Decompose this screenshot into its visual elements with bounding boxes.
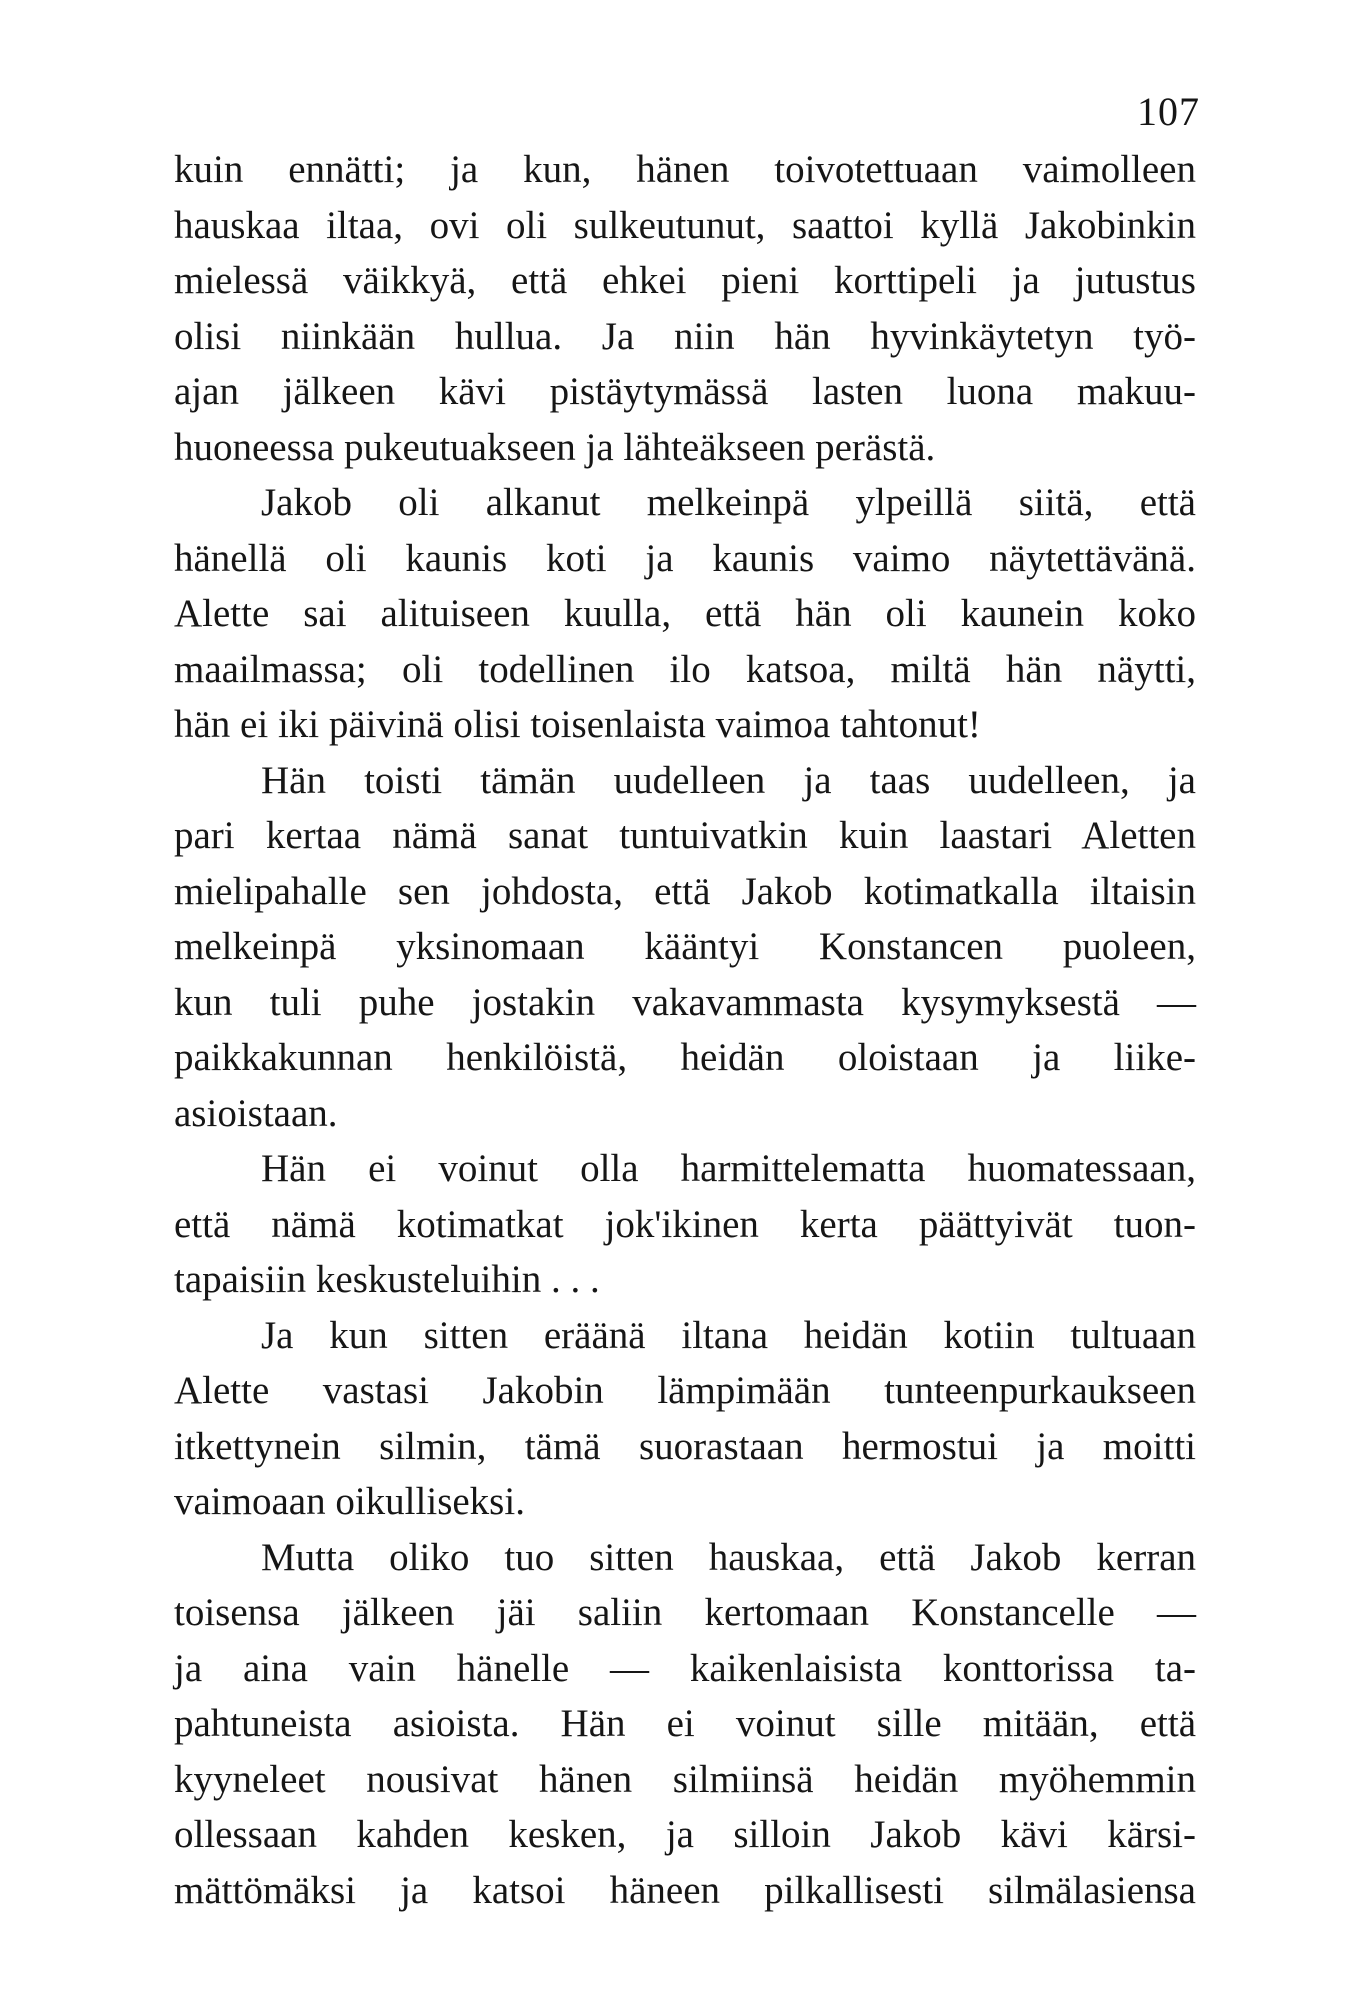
- text-line: pari kertaa nämä sanat tuntuivatkin kuin laastari Aletten: [174, 814, 1196, 857]
- text-line: Alette vastasi Jakobin lämpimään tunteenpurkaukseen: [174, 1369, 1196, 1412]
- paragraph-start-line: Hän ei voinut olla harmittelematta huomatessaan,: [261, 1147, 1196, 1190]
- text-line: pahtuneista asioista. Hän ei voinut sille mitään, että: [174, 1702, 1196, 1745]
- text-line: paikkakunnan henkilöistä, heidän oloistaan ja liike-: [174, 1036, 1196, 1079]
- text-line: hänellä oli kaunis koti ja kaunis vaimo näytettävänä.: [174, 536, 1196, 580]
- text-line: kuin ennätti; ja kun, hänen toivotettuaan vaimolleen: [174, 148, 1196, 191]
- text-line: melkeinpä yksinomaan kääntyi Konstancen puoleen,: [174, 925, 1196, 968]
- text-line: kyyneleet nousivat hänen silmiinsä heidän myöhemmin: [174, 1757, 1196, 1801]
- text-line: kun tuli puhe jostakin vakavammasta kysymyksestä —: [174, 980, 1196, 1024]
- text-line: ja aina vain hänelle — kaikenlaisista konttorissa ta-: [174, 1646, 1196, 1690]
- paragraph-start-line: Hän toisti tämän uudelleen ja taas uudelleen, ja: [261, 758, 1196, 802]
- text-line: maailmassa; oli todellinen ilo katsoa, miltä hän näytti,: [174, 647, 1196, 691]
- text-line: hän ei iki päivinä olisi toisenlaista vaimoa tahtonut!: [174, 703, 981, 746]
- text-line: itkettynein silmin, tämä suorastaan hermostui ja moitti: [174, 1424, 1196, 1468]
- text-line: olisi niinkään hullua. Ja niin hän hyvinkäytetyn työ-: [174, 314, 1196, 358]
- paragraph-start-line: Ja kun sitten eräänä iltana heidän kotiin tultuaan: [261, 1313, 1196, 1357]
- text-line: huoneessa pukeutuakseen ja lähteäkseen perästä.: [174, 425, 936, 469]
- paragraph-start-line: Mutta oliko tuo sitten hauskaa, että Jakob kerran: [261, 1535, 1196, 1579]
- text-line: että nämä kotimatkat jok'ikinen kerta päättyivät tuon-: [174, 1202, 1196, 1246]
- text-line: Alette sai alituiseen kuulla, että hän oli kaunein koko: [174, 592, 1196, 635]
- text-line: hauskaa iltaa, ovi oli sulkeutunut, saattoi kyllä Jakobinkin: [174, 203, 1196, 247]
- text-line: toisensa jälkeen jäi saliin kertomaan Konstancelle —: [174, 1591, 1196, 1634]
- text-line: mättömäksi ja katsoi häneen pilkallisesti silmälasiensa: [174, 1868, 1196, 1912]
- paragraph-start-line: Jakob oli alkanut melkeinpä ylpeillä siitä, että: [261, 481, 1196, 524]
- text-line: ajan jälkeen kävi pistäytymässä lasten luona makuu-: [174, 370, 1196, 413]
- text-line: asioistaan.: [174, 1091, 338, 1135]
- text-line: tapaisiin keskusteluihin . . .: [174, 1258, 600, 1301]
- page-number: 107: [1137, 89, 1200, 134]
- body-text: [174, 142, 1196, 1918]
- text-line: ollessaan kahden kesken, ja silloin Jakob kävi kärsi-: [174, 1813, 1196, 1856]
- text-line: vaimoaan oikulliseksi.: [174, 1480, 525, 1523]
- text-line: mielipahalle sen johdosta, että Jakob kotimatkalla iltaisin: [174, 869, 1196, 913]
- text-line: mielessä väikkyä, että ehkei pieni korttipeli ja jutustus: [174, 259, 1196, 302]
